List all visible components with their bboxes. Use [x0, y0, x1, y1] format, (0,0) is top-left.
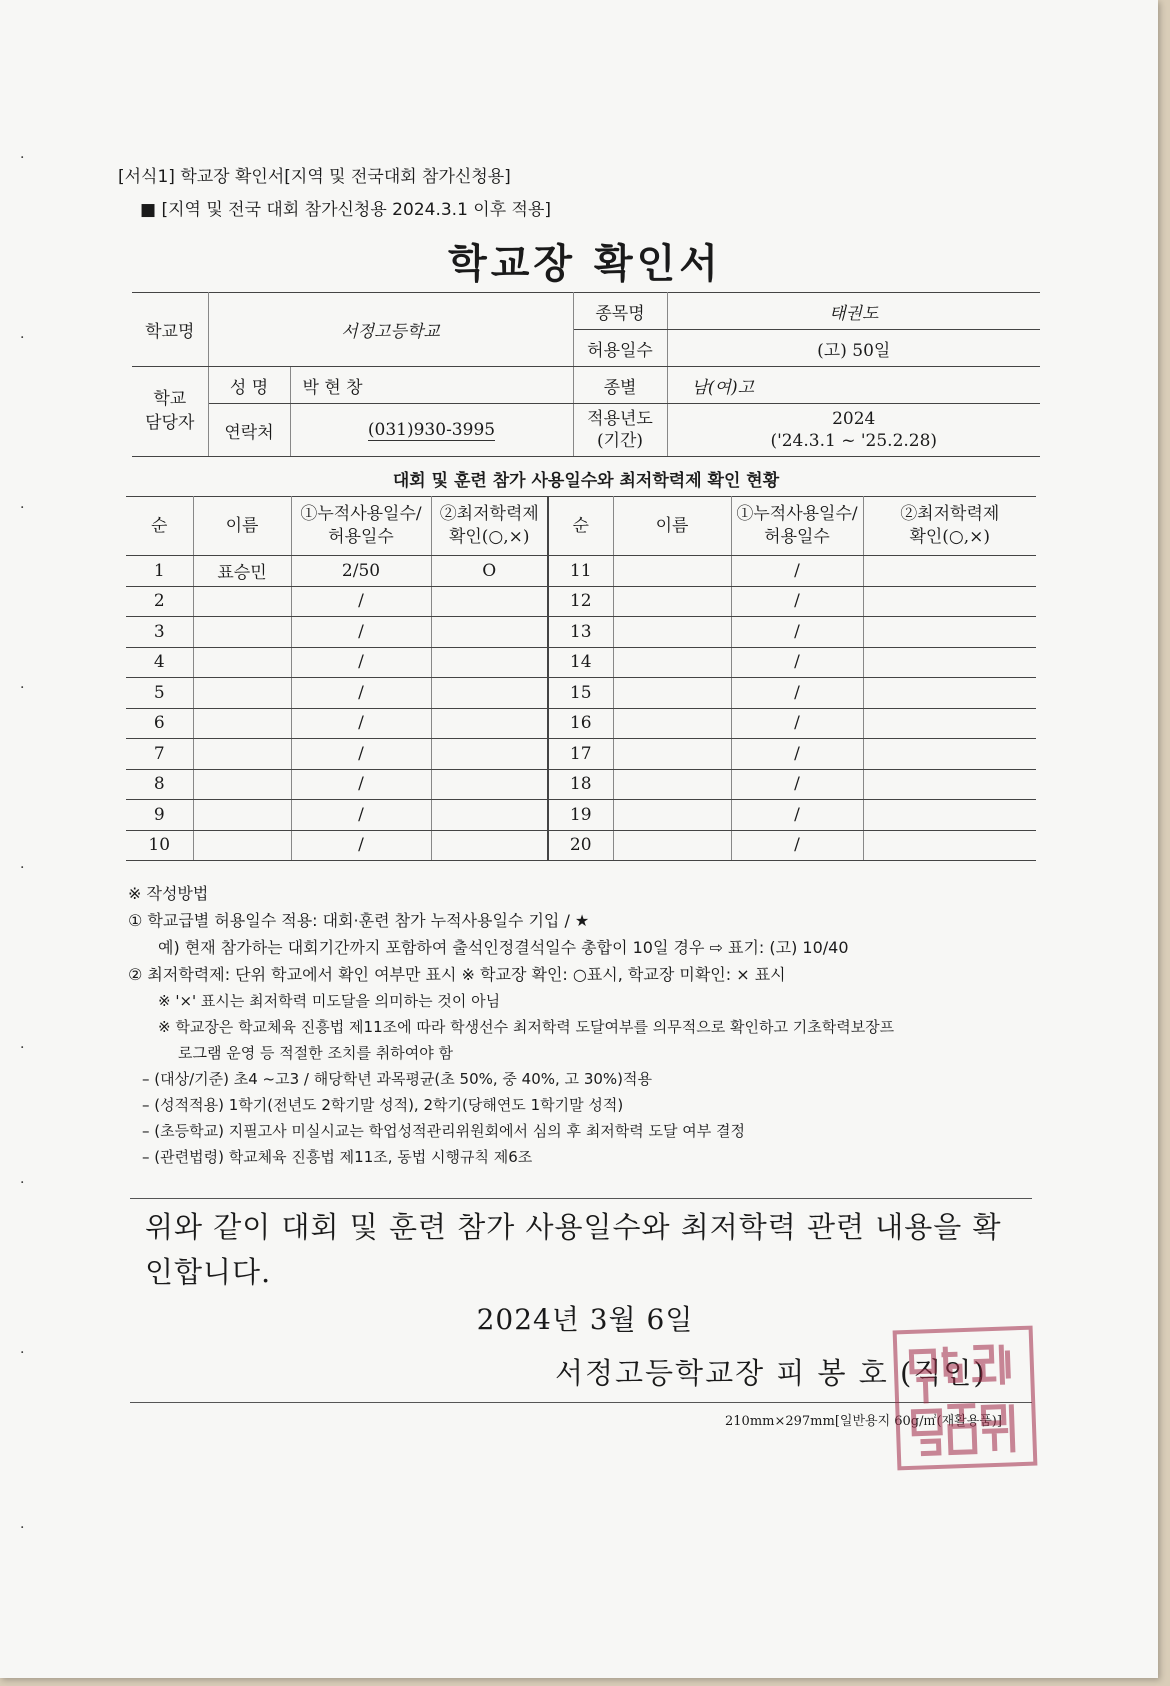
note-line: ※ '×' 표시는 최저학력 미도달을 의미하는 것이 아님: [158, 992, 501, 1010]
row-number: 11: [548, 556, 613, 587]
margin-mark: ·: [20, 860, 25, 876]
row-check: [863, 617, 1036, 648]
row-number: 17: [548, 739, 613, 770]
margin-mark: ·: [20, 1040, 25, 1056]
row-days: /: [731, 586, 863, 617]
school-label: 학교명: [132, 293, 208, 367]
table-row: [126, 556, 1036, 587]
row-check: [863, 556, 1036, 587]
row-name: [613, 678, 731, 709]
table-row: [126, 678, 1036, 709]
row-name: [193, 708, 291, 739]
note-line: ② 최저학력제: 단위 학교에서 확인 여부만 표시 ※ 학교장 확인: ○표시, 학교장 미확인: × 표시: [128, 965, 786, 984]
name-value: 박 현 창: [290, 367, 573, 404]
row-number: 20: [548, 830, 613, 861]
row-name: [193, 769, 291, 800]
margin-mark: ·: [20, 150, 25, 166]
col-header-name-2: 이름: [613, 497, 731, 556]
note-line: – (성적적용) 1학기(전년도 2학기말 성적), 2학기(당해연도 1학기말 성적): [142, 1096, 624, 1114]
form-subtitle: ■ [지역 및 전국 대회 참가신청용 2024.3.1 이후 적용]: [140, 200, 552, 220]
table-row: [126, 617, 1036, 648]
row-name: [613, 830, 731, 861]
row-name: [613, 556, 731, 587]
row-number: 6: [126, 708, 193, 739]
row-days: 2/50: [291, 556, 431, 587]
row-name: [613, 800, 731, 831]
note-line: – (관련법령) 학교체육 진흥법 제11조, 동법 시행규칙 제6조: [142, 1148, 533, 1166]
row-check: [431, 739, 548, 770]
row-check: [863, 769, 1036, 800]
notes-heading: ※ 작성방법: [128, 884, 209, 903]
row-name: [193, 800, 291, 831]
row-name: [193, 830, 291, 861]
allowed-days-label: 허용일수: [573, 330, 667, 367]
row-check: [431, 647, 548, 678]
row-days: /: [291, 739, 431, 770]
margin-mark: ·: [20, 1345, 25, 1361]
official-seal-icon: [893, 1326, 1038, 1471]
note-line: ① 학교급별 허용일수 적용: 대회·훈련 참가 누적사용일수 기입 / ★: [128, 911, 590, 930]
row-check: [863, 800, 1036, 831]
row-days: /: [731, 769, 863, 800]
row-check: [431, 678, 548, 709]
row-check: [431, 830, 548, 861]
note-line: 로그램 운영 등 적절한 조치를 취하여야 함: [178, 1044, 453, 1062]
note-line: – (대상/기준) 초4 ~고3 / 해당학년 과목평균(초 50%, 중 40%, 고 30%)적용: [142, 1070, 652, 1088]
row-days: /: [731, 647, 863, 678]
table-row: [126, 647, 1036, 678]
row-number: 10: [126, 830, 193, 861]
row-days: /: [291, 708, 431, 739]
table-row: [126, 800, 1036, 831]
row-name: [613, 769, 731, 800]
year-label: 적용년도 (기간): [573, 404, 667, 457]
row-number: 1: [126, 556, 193, 587]
info-table: [132, 292, 1040, 457]
row-days: /: [731, 617, 863, 648]
row-name: [193, 739, 291, 770]
name-label: 성 명: [208, 367, 290, 404]
row-number: 19: [548, 800, 613, 831]
margin-mark: ·: [20, 1520, 25, 1536]
row-number: 7: [126, 739, 193, 770]
row-check: [431, 617, 548, 648]
row-number: 15: [548, 678, 613, 709]
row-days: /: [731, 556, 863, 587]
row-number: 13: [548, 617, 613, 648]
document-title: 학교장 확인서: [448, 241, 722, 287]
row-check: [863, 678, 1036, 709]
row-days: /: [731, 739, 863, 770]
divider: [130, 1198, 1032, 1199]
row-days: /: [291, 830, 431, 861]
row-days: /: [731, 708, 863, 739]
margin-mark: ·: [20, 500, 25, 516]
col-header-check-2: ②최저학력제 확인(○,×): [863, 497, 1036, 556]
row-number: 5: [126, 678, 193, 709]
row-check: [863, 586, 1036, 617]
row-name: [193, 586, 291, 617]
col-header-no: 순: [126, 497, 193, 556]
row-name: [613, 708, 731, 739]
row-days: /: [731, 830, 863, 861]
row-number: 4: [126, 647, 193, 678]
year-cell: [667, 404, 1040, 457]
row-days: /: [291, 647, 431, 678]
row-name: [613, 617, 731, 648]
contact-cell: [290, 404, 573, 457]
type-value: 남(여)고: [667, 367, 1040, 404]
manager-label: 학교 담당자: [132, 367, 208, 457]
principal-signature: 서정고등학교장 피 봉 호 (직인): [555, 1356, 987, 1390]
allowed-days-value: (고) 50일: [667, 330, 1040, 367]
table-row: [126, 739, 1036, 770]
note-line: – (초등학교) 지필고사 미실시교는 학업성적관리위원회에서 심의 후 최저학력 도달 여부 결정: [142, 1122, 746, 1140]
margin-mark: ·: [20, 680, 25, 696]
row-check: O: [431, 556, 548, 587]
row-days: /: [291, 617, 431, 648]
instructions: [128, 880, 1048, 1170]
table-row: [126, 769, 1036, 800]
event-label: 종목명: [573, 293, 667, 330]
row-number: 2: [126, 586, 193, 617]
row-days: /: [291, 769, 431, 800]
row-name: [613, 739, 731, 770]
margin-mark: ·: [20, 1175, 25, 1191]
note-line: 예) 현재 참가하는 대회기간까지 포함하여 출석인정결석일수 총합이 10일 경우 ⇨ 표기: (고) 10/40: [158, 938, 849, 957]
paper-size-note: 210mm×297mm[일반용지 60g/㎡(재활용품)]: [725, 1414, 1002, 1429]
confirmation-date: 2024년 3월 6일: [476, 1303, 694, 1336]
row-name: [193, 647, 291, 678]
row-check: [431, 769, 548, 800]
table-row: [126, 830, 1036, 861]
row-number: 14: [548, 647, 613, 678]
row-days: /: [291, 586, 431, 617]
year-value: 2024: [832, 408, 876, 429]
event-value: 태권도: [667, 293, 1040, 330]
usage-table: [126, 496, 1036, 861]
row-number: 12: [548, 586, 613, 617]
row-number: 18: [548, 769, 613, 800]
col-header-no-2: 순: [548, 497, 613, 556]
row-check: [863, 708, 1036, 739]
row-check: [863, 739, 1036, 770]
row-number: 8: [126, 769, 193, 800]
col-header-days-2: ①누적사용일수/ 허용일수: [731, 497, 863, 556]
confirmation-text: 위와 같이 대회 및 훈련 참가 사용일수와 최저학력 관련 내용을 확인합니다.: [145, 1210, 1002, 1289]
margin-mark: ·: [20, 330, 25, 346]
row-number: 3: [126, 617, 193, 648]
table-header-row: [126, 497, 1036, 556]
row-name: [193, 617, 291, 648]
row-check: [863, 647, 1036, 678]
row-check: [431, 708, 548, 739]
school-value: 서정고등학교: [208, 293, 573, 367]
row-days: /: [291, 800, 431, 831]
type-label: 종별: [573, 367, 667, 404]
row-number: 16: [548, 708, 613, 739]
row-name: 표승민: [193, 556, 291, 587]
form-label: [서식1] 학교장 확인서[지역 및 전국대회 참가신청용]: [118, 167, 511, 187]
row-name: [193, 678, 291, 709]
table-row: [126, 708, 1036, 739]
row-check: [431, 800, 548, 831]
row-days: /: [291, 678, 431, 709]
section-title: 대회 및 훈련 참가 사용일수와 최저학력제 확인 현황: [392, 471, 780, 491]
row-name: [613, 647, 731, 678]
row-number: 9: [126, 800, 193, 831]
col-header-check: ②최저학력제 확인(○,×): [431, 497, 548, 556]
row-name: [613, 586, 731, 617]
contact-value: (031)930-3995: [367, 420, 496, 440]
contact-label: 연락처: [208, 404, 290, 457]
period-value: ('24.3.1 ~ '25.2.28): [770, 431, 938, 451]
row-days: /: [731, 800, 863, 831]
row-days: /: [731, 678, 863, 709]
col-header-name: 이름: [193, 497, 291, 556]
table-row: [126, 586, 1036, 617]
note-line: ※ 학교장은 학교체육 진흥법 제11조에 따라 학생선수 최저학력 도달여부를 의무적으로 확인하고 기초학력보장프: [158, 1018, 895, 1036]
col-header-days: ①누적사용일수/ 허용일수: [291, 497, 431, 556]
row-check: [431, 586, 548, 617]
row-check: [863, 830, 1036, 861]
